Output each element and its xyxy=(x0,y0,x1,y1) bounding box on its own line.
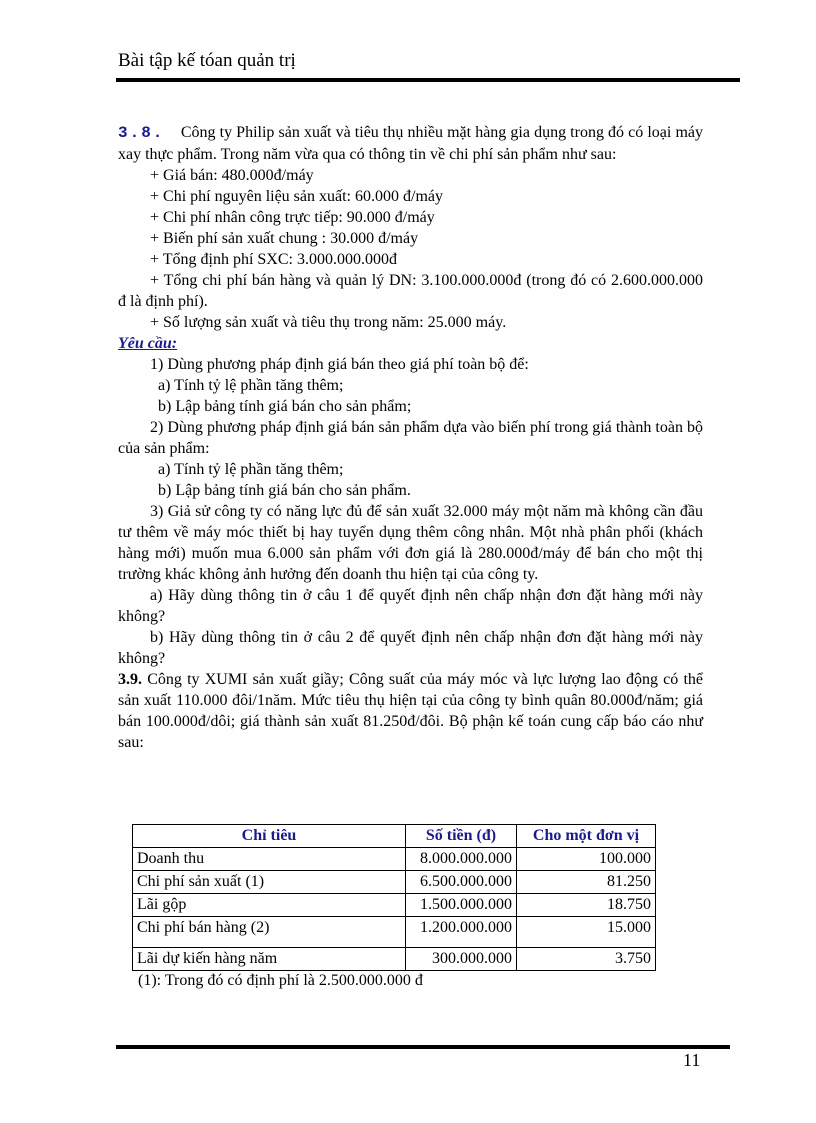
requirement: 2) Dùng phương pháp định giá bán sản phẩm dựa vào biến phí trong giá thành toàn bộ của sản phẩm: xyxy=(118,419,703,457)
requirement-sub: b) Hãy dùng thông tin ở câu 2 để quyết định nên chấp nhận đơn đặt hàng mới này không? xyxy=(118,629,703,667)
column-header: Chỉ tiêu xyxy=(133,825,406,848)
per-unit-cell: 15.000 xyxy=(517,917,656,948)
cost-item: + Tổng chi phí bán hàng và quản lý DN: 3.100.000.000đ (trong đó có 2.600.000.000 đ là định phí). xyxy=(118,272,703,310)
requirement-sub: a) Hãy dùng thông tin ở câu 1 để quyết định nên chấp nhận đơn đặt hàng mới này không? xyxy=(118,587,703,625)
requirements-heading: Yêu cầu: xyxy=(118,335,178,352)
amount-cell: 1.500.000.000 xyxy=(406,894,517,917)
column-header: Cho một đơn vị xyxy=(517,825,656,848)
row-label: Lãi dự kiến hàng năm xyxy=(133,948,406,971)
cost-item: + Tổng định phí SXC: 3.000.000.000đ xyxy=(150,251,397,268)
document-body xyxy=(118,122,703,753)
financial-report-table xyxy=(132,824,656,971)
amount-cell: 8.000.000.000 xyxy=(406,848,517,871)
per-unit-cell: 3.750 xyxy=(517,948,656,971)
requirement: 3) Giả sử công ty có năng lực đủ để sản xuất 32.000 máy một năm mà không cần đầu tư thêm về máy móc thiết bị hay tuyển dụng thêm công nhân. Một nhà phân phối (khách hàng mới) muốn mua 6.000 sản phẩm với đơn giá là 280.000đ/máy để bán cho một thị trường khác không ảnh hưởng đến doanh thu hiện tại của công ty. xyxy=(118,503,703,583)
table-row xyxy=(133,848,656,871)
exercise-3-8-intro xyxy=(118,122,703,165)
exercise-number: 3.8. xyxy=(118,124,165,142)
per-unit-cell: 81.250 xyxy=(517,871,656,894)
cost-item: + Biến phí sản xuất chung : 30.000 đ/máy xyxy=(150,230,419,247)
amount-cell: 6.500.000.000 xyxy=(406,871,517,894)
table-footnote: (1): Trong đó có định phí là 2.500.000.000 đ xyxy=(138,972,423,989)
page-header-title: Bài tập kế tóan quản trị xyxy=(118,50,296,71)
footer-divider xyxy=(116,1045,730,1049)
requirement-sub: b) Lập bảng tính giá bán cho sản phẩm; xyxy=(158,398,412,415)
table-row xyxy=(133,871,656,894)
column-header: Số tiền (đ) xyxy=(406,825,517,848)
exercise-text: Công ty XUMI sản xuất giầy; Công suất của máy móc và lực lượng lao động có thể sản xuất 110.000 đôi/1năm. Mức tiêu thụ hiện tại của công ty bình quân 80.000đ/năm; giá bán 100.000đ/dôi; giá thành sản xuất 81.250đ/đôi. Bộ phận kế toán cung cấp báo cáo như sau: xyxy=(118,671,704,751)
requirement: 1) Dùng phương pháp định giá bán theo giá phí toàn bộ để: xyxy=(150,356,529,373)
requirement-sub: a) Tính tỷ lệ phần tăng thêm; xyxy=(158,461,344,478)
cost-item: + Giá bán: 480.000đ/máy xyxy=(150,167,314,184)
cost-item: + Chi phí nhân công trực tiếp: 90.000 đ/máy xyxy=(150,209,435,226)
cost-item: + Chi phí nguyên liệu sản xuất: 60.000 đ/máy xyxy=(150,188,443,205)
header-divider xyxy=(116,78,740,82)
exercise-text: Công ty Philip sản xuất và tiêu thụ nhiều mặt hàng gia dụng trong đó có loại máy xay thực phẩm. Trong năm vừa qua có thông tin về chi phí sản phẩm như sau: xyxy=(118,124,704,163)
table-row xyxy=(133,948,656,971)
cost-item: + Số lượng sản xuất và tiêu thụ trong năm: 25.000 máy. xyxy=(150,314,507,331)
per-unit-cell: 18.750 xyxy=(517,894,656,917)
table-row xyxy=(133,917,656,948)
per-unit-cell: 100.000 xyxy=(517,848,656,871)
row-label: Doanh thu xyxy=(133,848,406,871)
requirement-sub: b) Lập bảng tính giá bán cho sản phẩm. xyxy=(158,482,411,499)
page-number: 11 xyxy=(683,1050,701,1070)
amount-cell: 1.200.000.000 xyxy=(406,917,517,948)
amount-cell: 300.000.000 xyxy=(406,948,517,971)
row-label: Chi phí bán hàng (2) xyxy=(133,917,406,948)
requirement-sub: a) Tính tỷ lệ phần tăng thêm; xyxy=(158,377,344,394)
table-header-row xyxy=(133,825,656,848)
table-row xyxy=(133,894,656,917)
row-label: Chi phí sản xuất (1) xyxy=(133,871,406,894)
exercise-3-9-intro xyxy=(118,669,703,753)
exercise-number: 3.9. xyxy=(118,671,142,688)
row-label: Lãi gộp xyxy=(133,894,406,917)
